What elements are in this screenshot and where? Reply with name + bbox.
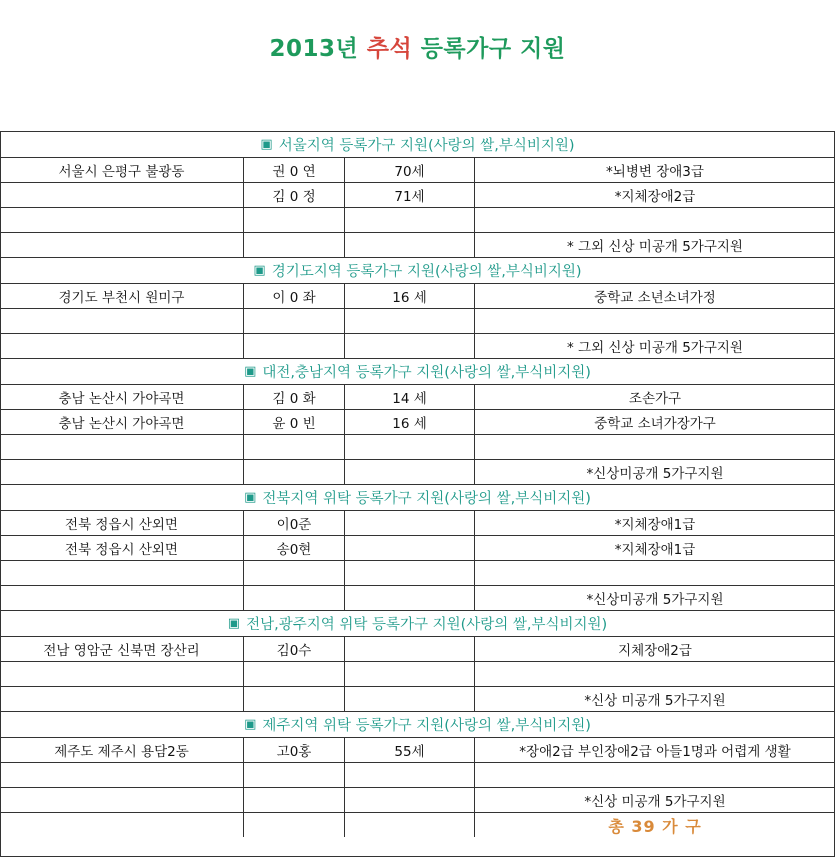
cell-name: [243, 788, 344, 812]
cell-region: 제주도 제주시 용담2동: [54, 744, 189, 760]
cell-age: 55세: [344, 738, 474, 762]
square-bullet-icon: ▣: [244, 364, 257, 379]
cell-age: [344, 586, 474, 610]
cell-note: [474, 763, 835, 787]
table-row: [0, 661, 835, 686]
cell-name: 김0수: [243, 637, 344, 661]
cell-name: 송0현: [243, 536, 344, 560]
title-holiday: 추석: [366, 36, 413, 62]
cell-age: [344, 233, 474, 257]
cell-note: *장애2급 부인장애2급 아들1명과 어렵게 생활: [474, 738, 835, 762]
table-row: [0, 560, 835, 585]
table-row: [0, 737, 835, 762]
cell-age: [344, 788, 474, 812]
section-header-text: 서울지역 등록가구 지원(사랑의 쌀,부식비지원): [278, 138, 575, 154]
cell-age: [344, 813, 474, 837]
cell-name: 권 0 연: [243, 158, 344, 182]
cell-name: [243, 763, 344, 787]
cell-name: [243, 561, 344, 585]
table-row: [0, 686, 835, 711]
cell-note: *지체장애2급: [474, 183, 835, 207]
cell-name: [243, 687, 344, 711]
cell-region: 경기도 부천시 원미구: [58, 290, 185, 306]
table-row: [0, 232, 835, 257]
cell-region: [0, 334, 243, 358]
section-header-text: 대전,충남지역 등록가구 지원(사랑의 쌀,부식비지원): [262, 365, 591, 381]
cell-note: *신상 미공개 5가구지원: [474, 687, 835, 711]
cell-region: [0, 233, 243, 257]
cell-age: 16 세: [344, 284, 474, 308]
cell-name: 김 0 화: [243, 385, 344, 409]
table-row: [0, 308, 835, 333]
table-row: [0, 762, 835, 787]
cell-age: [344, 536, 474, 560]
table-border-left: [0, 131, 1, 857]
cell-name: [243, 435, 344, 459]
cell-note: *지체장애1급: [474, 511, 835, 535]
cell-note: *신상미공개 5가구지원: [474, 460, 835, 484]
cell-region: 전북 정읍시 산외면: [65, 517, 178, 533]
cell-age: [344, 309, 474, 333]
title-year: 2013년: [269, 36, 359, 62]
table-row: [0, 157, 835, 182]
cell-note: [474, 561, 835, 585]
cell-age: 71세: [344, 183, 474, 207]
cell-name: 윤 0 빈: [243, 410, 344, 434]
cell-note: * 그외 신상 미공개 5가구지원: [474, 334, 835, 358]
section-header-text: 경기도지역 등록가구 지원(사랑의 쌀,부식비지원): [271, 264, 582, 280]
section-header: [0, 485, 835, 510]
section-header-text: 전남,광주지역 위탁 등록가구 지원(사랑의 쌀,부식비지원): [246, 617, 608, 633]
cell-name: [243, 233, 344, 257]
cell-age: 70세: [344, 158, 474, 182]
cell-region: [0, 687, 243, 711]
cell-note: * 그외 신상 미공개 5가구지원: [474, 233, 835, 257]
cell-region: 전북 정읍시 산외면: [65, 542, 178, 558]
cell-region: [0, 183, 243, 207]
table-row: [0, 207, 835, 232]
square-bullet-icon: ▣: [253, 263, 266, 278]
cell-note: *뇌병변 장애3급: [474, 158, 835, 182]
cell-age: [344, 687, 474, 711]
cell-note: [474, 435, 835, 459]
cell-name: [243, 309, 344, 333]
cell-region: 서울시 은평구 불광동: [58, 164, 185, 180]
cell-age: [344, 334, 474, 358]
section-header: [0, 132, 835, 157]
section-header-text: 제주지역 위탁 등록가구 지원(사랑의 쌀,부식비지원): [262, 718, 591, 734]
cell-note: *지체장애1급: [474, 536, 835, 560]
cell-age: [344, 561, 474, 585]
square-bullet-icon: ▣: [244, 490, 257, 505]
cell-region: [0, 788, 243, 812]
cell-note: [474, 309, 835, 333]
section-header-row: [0, 484, 835, 510]
cell-name: 이 0 좌: [243, 284, 344, 308]
section-header-row: [0, 711, 835, 737]
cell-note: *신상미공개 5가구지원: [474, 586, 835, 610]
cell-region: [0, 435, 243, 459]
cell-region: [0, 309, 243, 333]
section-header: [0, 258, 835, 283]
title-rest: 등록가구 지원: [420, 36, 566, 62]
cell-region: [0, 662, 243, 686]
square-bullet-icon: ▣: [244, 717, 257, 732]
cell-note: 조손가구: [474, 385, 835, 409]
cell-region: [0, 561, 243, 585]
cell-age: 14 세: [344, 385, 474, 409]
section-header: [0, 359, 835, 384]
section-header-row: [0, 131, 835, 157]
cell-name: 이0준: [243, 511, 344, 535]
table-row: [0, 384, 835, 409]
cell-region: [0, 813, 243, 837]
cell-region: [0, 586, 243, 610]
table-row: [0, 636, 835, 661]
square-bullet-icon: ▣: [227, 616, 241, 631]
cell-note: [474, 662, 835, 686]
cell-note: 중학교 소녀가장가구: [474, 410, 835, 434]
square-bullet-icon: ▣: [260, 137, 273, 152]
cell-note: 중학교 소년소녀가정: [474, 284, 835, 308]
section-header: [0, 611, 835, 636]
cell-region: [0, 460, 243, 484]
cell-note: 지체장애2급: [474, 637, 835, 661]
table-row: [0, 409, 835, 434]
table-row: [0, 585, 835, 610]
section-header-row: [0, 610, 835, 636]
cell-age: [344, 763, 474, 787]
cell-age: [344, 435, 474, 459]
section-header-row: [0, 358, 835, 384]
section-header-text: 전북지역 위탁 등록가구 지원(사랑의 쌀,부식비지원): [262, 491, 591, 507]
cell-region: 전남 영암군 신북면 장산리: [43, 643, 200, 659]
cell-region: 충남 논산시 가야곡면: [58, 416, 185, 432]
cell-age: [344, 662, 474, 686]
table-row: [0, 459, 835, 484]
cell-note: *신상 미공개 5가구지원: [474, 788, 835, 812]
cell-age: 16 세: [344, 410, 474, 434]
table-row: [0, 182, 835, 207]
total-households: 총 39 가 구: [474, 813, 835, 837]
cell-name: [243, 662, 344, 686]
table-row: [0, 787, 835, 812]
table-row: [0, 283, 835, 308]
table-row: [0, 333, 835, 358]
cell-name: [243, 813, 344, 837]
cell-region: [0, 763, 243, 787]
table-row: [0, 510, 835, 535]
cell-age: [344, 208, 474, 232]
section-header: [0, 712, 835, 737]
cell-age: [344, 511, 474, 535]
cell-region: [0, 208, 243, 232]
cell-age: [344, 637, 474, 661]
cell-name: 고0홍: [243, 738, 344, 762]
cell-name: [243, 460, 344, 484]
cell-region: 충남 논산시 가야곡면: [58, 391, 185, 407]
table-row: [0, 812, 835, 837]
cell-name: [243, 208, 344, 232]
cell-name: [243, 586, 344, 610]
section-header-row: [0, 257, 835, 283]
cell-note: [474, 208, 835, 232]
table-row: [0, 434, 835, 459]
cell-name: 김 0 정: [243, 183, 344, 207]
table-row: [0, 535, 835, 560]
cell-age: [344, 460, 474, 484]
cell-name: [243, 334, 344, 358]
